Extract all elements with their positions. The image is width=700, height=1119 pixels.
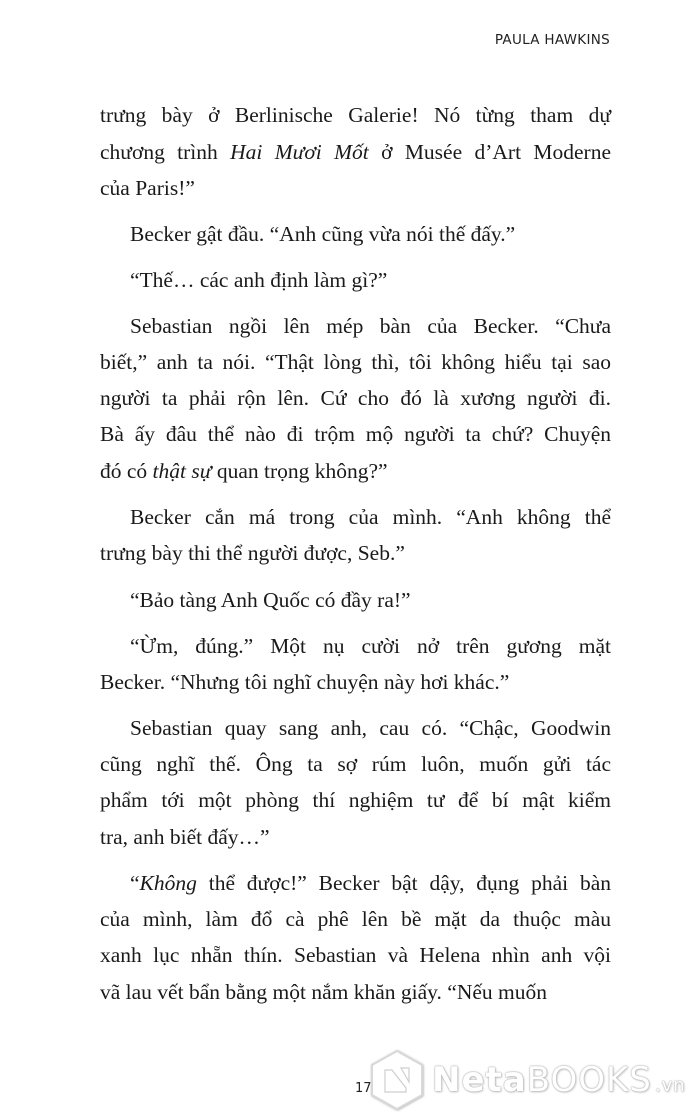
text-line: trưng bày ở Berlinische Galerie! Nó từng tham dự — [100, 103, 611, 127]
watermark-brand-rest: BOOKS — [526, 1060, 652, 1100]
hexagon-n-logo-icon — [368, 1048, 426, 1112]
text-line: “Không thể được!” Becker bật dậy, đụng phải bàn — [130, 871, 611, 895]
text-line: biết,” anh ta nói. “Thật lòng thì, tôi không hiểu tại sao — [100, 350, 611, 374]
text-line: “Bảo tàng Anh Quốc có đầy ra!” — [130, 588, 411, 612]
text-line: Sebastian ngồi lên mép bàn của Becker. “Chưa — [130, 314, 611, 338]
watermark-brand — [432, 1060, 686, 1100]
text-line: trưng bày thi thể người được, Seb.” — [100, 541, 405, 565]
text-line: xanh lục nhẵn thín. Sebastian và Helena nhìn anh vội — [100, 943, 611, 967]
text-line: tra, anh biết đấy…” — [100, 825, 270, 849]
page-number: 17 — [355, 1081, 372, 1096]
text-line: chương trình Hai Mươi Mốt ở Musée d’Art Moderne — [100, 140, 612, 164]
text-line: Becker cắn má trong của mình. “Anh không thể — [130, 505, 611, 529]
italic-emphasis: Hai Mươi Mốt — [230, 140, 369, 164]
text-line: Bà ấy đâu thể nào đi trộm mộ người ta chứ? Chuyện — [100, 422, 611, 446]
text-line: cũng nghĩ thế. Ông ta sợ rúm luôn, muốn gửi tác — [100, 752, 611, 776]
text-line: “Thế… các anh định làm gì?” — [130, 268, 388, 292]
text-line: của mình, làm đổ cà phê lên bề mặt da thuộc màu — [100, 907, 611, 931]
text-line: đó có thật sự quan trọng không?” — [100, 459, 388, 483]
running-header-author: PAULA HAWKINS — [494, 32, 610, 48]
italic-emphasis: thật sự — [152, 459, 212, 483]
text-line: vã lau vết bẩn bằng một nắm khăn giấy. “Nếu muốn — [100, 980, 547, 1004]
text-line: của Paris!” — [100, 176, 195, 200]
watermark-brand-main: Neta — [432, 1060, 527, 1100]
watermark-tld: .vn — [654, 1075, 686, 1096]
text-line: phẩm tới một phòng thí nghiệm tư để bí mật kiểm — [100, 788, 611, 812]
text-line: “Ừm, đúng.” Một nụ cười nở trên gương mặt — [130, 634, 611, 658]
watermark-netabooks — [368, 1048, 698, 1112]
text-line: Sebastian quay sang anh, cau có. “Chậc, Goodwin — [130, 716, 611, 740]
text-line: Becker. “Nhưng tôi nghĩ chuyện này hơi khác.” — [100, 670, 510, 694]
text-line: Becker gật đầu. “Anh cũng vừa nói thế đấy.” — [130, 222, 516, 246]
text-line: người ta phải rộn lên. Cứ cho đó là xương người đi. — [100, 386, 611, 410]
italic-emphasis: Không — [139, 871, 197, 895]
